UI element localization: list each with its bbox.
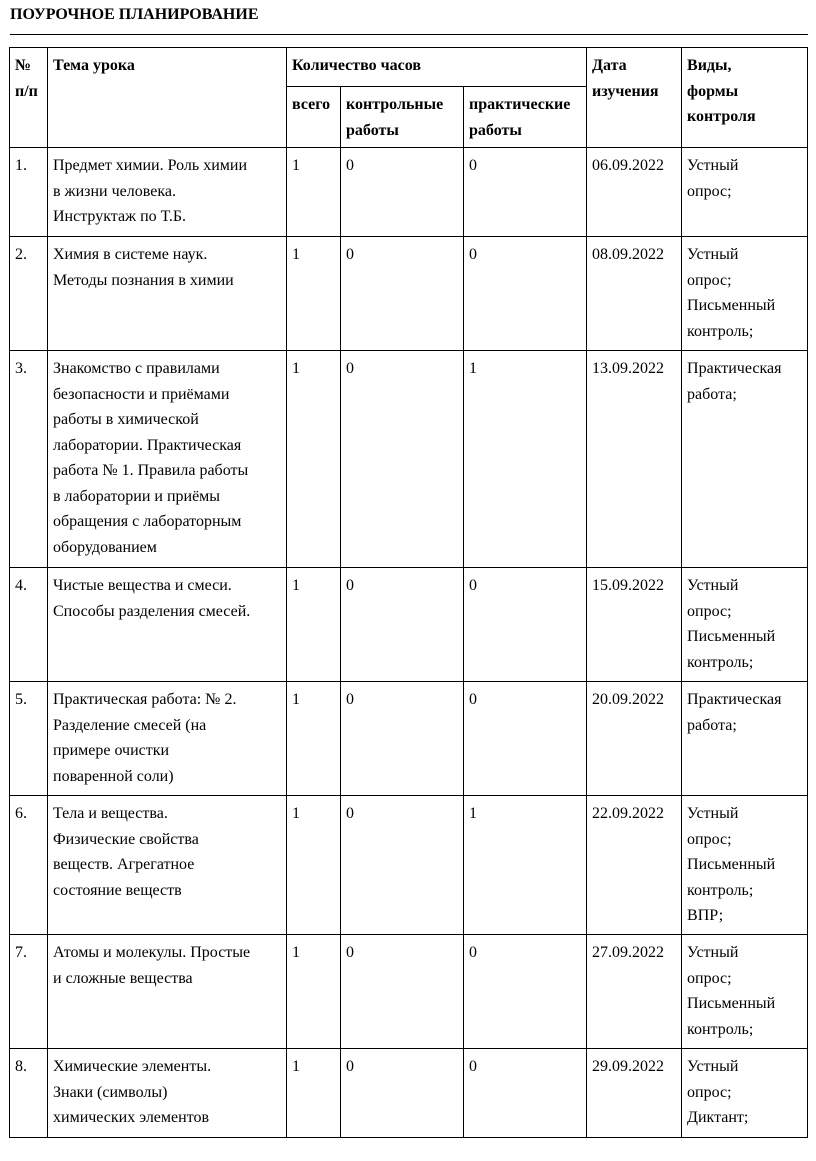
control-works: 0 (346, 577, 354, 594)
header-date-line: изучения (592, 82, 659, 100)
total-hours: 1 (292, 360, 300, 377)
row-number-cell (10, 148, 48, 237)
topic-cell (48, 568, 287, 682)
row-number: 2. (15, 246, 27, 263)
control-form-line: Практическая (687, 691, 782, 708)
header-hours (287, 48, 587, 87)
topic-line: лаборатории. Практическая (53, 436, 242, 454)
header-date (587, 48, 682, 148)
control-works: 0 (346, 1058, 354, 1075)
topic-line: работа № 1. Правила работы (53, 462, 249, 479)
practical-works-cell (464, 1049, 587, 1138)
topic-line: Практическая работа: № 2. (53, 691, 237, 708)
total-hours: 1 (292, 1058, 300, 1075)
study-date: 06.09.2022 (592, 157, 665, 174)
topic-line: Знакомство с правилами (53, 360, 220, 377)
row-number-cell (10, 682, 48, 796)
topic-line: Тела и вещества. (53, 805, 168, 822)
row-number-cell (10, 1049, 48, 1138)
practical-works-cell (464, 796, 587, 935)
total-hours-cell (287, 935, 341, 1049)
control-form-line: контроль; (687, 1020, 754, 1038)
control-works-cell (341, 148, 464, 237)
practical-works: 0 (469, 691, 477, 708)
control-works-cell (341, 351, 464, 568)
study-date: 13.09.2022 (592, 360, 665, 377)
practical-works: 0 (469, 944, 477, 961)
practical-works: 0 (469, 1058, 477, 1075)
control-works: 0 (346, 157, 354, 174)
control-forms-cell (682, 148, 808, 237)
header-practical (464, 87, 587, 148)
control-works: 0 (346, 944, 354, 961)
topic-cell (48, 351, 287, 568)
practical-works-cell (464, 351, 587, 568)
total-hours-cell (287, 682, 341, 796)
date-cell (587, 148, 682, 237)
practical-works: 1 (469, 805, 477, 822)
table-header-row (10, 48, 808, 87)
control-works-cell (341, 796, 464, 935)
topic-cell (48, 1049, 287, 1138)
table-row (10, 796, 808, 935)
control-form-line: контроль; (687, 881, 754, 899)
topic-line: поваренной соли) (53, 767, 174, 785)
topic-line: и сложные вещества (53, 969, 193, 987)
header-num (10, 48, 48, 148)
topic-line: в жизни человека. (53, 182, 176, 200)
control-form-line: Устный (687, 805, 739, 822)
topic-line: Предмет химии. Роль химии (53, 157, 247, 174)
total-hours: 1 (292, 157, 300, 174)
lesson-plan-table (9, 47, 808, 1138)
topic-cell (48, 796, 287, 935)
practical-works: 0 (469, 577, 477, 594)
header-num-line: п/п (15, 82, 38, 100)
control-works: 0 (346, 246, 354, 263)
date-cell (587, 1049, 682, 1138)
topic-line: Инструктаж по Т.Б. (53, 208, 187, 225)
header-topic (48, 48, 287, 148)
title-divider (10, 34, 808, 35)
table-row (10, 1049, 808, 1138)
topic-line: Методы познания в химии (53, 271, 234, 289)
header-forms-line: формы (687, 82, 739, 100)
total-hours-cell (287, 351, 341, 568)
study-date: 22.09.2022 (592, 805, 665, 822)
topic-line: в лаборатории и приёмы (53, 487, 221, 505)
topic-line: работы в химической (53, 411, 199, 428)
study-date: 29.09.2022 (592, 1058, 665, 1075)
study-date: 15.09.2022 (592, 577, 665, 594)
header-num-line: № (15, 57, 32, 74)
header-total-label: всего (292, 96, 331, 113)
topic-line: обращения с лабораторным (53, 513, 242, 530)
control-forms-cell (682, 682, 808, 796)
date-cell (587, 568, 682, 682)
practical-works-cell (464, 568, 587, 682)
practical-works-cell (464, 148, 587, 237)
row-number: 3. (15, 360, 27, 377)
header-hours-label: Количество часов (292, 57, 421, 74)
header-control-line: контрольные (346, 96, 444, 113)
control-form-line: ВПР; (687, 907, 724, 924)
control-form-line: Устный (687, 577, 739, 594)
control-form-line: работа; (687, 716, 737, 734)
control-works-cell (341, 237, 464, 351)
topic-line: состояние веществ (53, 881, 182, 899)
control-form-line: Устный (687, 246, 739, 263)
row-number-cell (10, 568, 48, 682)
control-form-line: Письменный (687, 856, 776, 873)
control-form-line: Практическая (687, 360, 782, 377)
topic-line: химических элементов (53, 1109, 210, 1126)
practical-works: 0 (469, 157, 477, 174)
topic-line: Разделение смесей (на (53, 716, 207, 734)
practical-works-cell (464, 237, 587, 351)
date-cell (587, 237, 682, 351)
total-hours-cell (287, 568, 341, 682)
control-forms-cell (682, 237, 808, 351)
total-hours: 1 (292, 577, 300, 594)
control-works: 0 (346, 360, 354, 377)
control-works: 0 (346, 691, 354, 708)
control-form-line: Письменный (687, 297, 776, 314)
control-works-cell (341, 682, 464, 796)
control-form-line: работа; (687, 385, 737, 403)
control-works-cell (341, 1049, 464, 1138)
study-date: 20.09.2022 (592, 691, 665, 708)
topic-line: оборудованием (53, 538, 157, 556)
practical-works-cell (464, 935, 587, 1049)
row-number-cell (10, 237, 48, 351)
control-form-line: Письменный (687, 995, 776, 1012)
header-topic-label: Тема урока (53, 57, 135, 74)
control-works-cell (341, 568, 464, 682)
topic-line: примере очистки (53, 742, 170, 759)
total-hours: 1 (292, 246, 300, 263)
practical-works: 1 (469, 360, 477, 377)
total-hours-cell (287, 1049, 341, 1138)
control-works-cell (341, 935, 464, 1049)
topic-line: безопасности и приёмами (53, 385, 230, 403)
table-body (10, 148, 808, 1138)
control-form-line: опрос; (687, 1083, 732, 1101)
control-form-line: Диктант; (687, 1109, 749, 1126)
table-row (10, 351, 808, 568)
row-number-cell (10, 351, 48, 568)
control-forms-cell (682, 935, 808, 1049)
practical-works-cell (464, 682, 587, 796)
header-forms-line: контроля (687, 108, 756, 125)
control-form-line: опрос; (687, 182, 732, 200)
topic-cell (48, 148, 287, 237)
topic-cell (48, 935, 287, 1049)
row-number: 7. (15, 944, 27, 961)
topic-line: Химические элементы. (53, 1058, 212, 1075)
row-number: 1. (15, 157, 27, 174)
table-row (10, 682, 808, 796)
date-cell (587, 351, 682, 568)
topic-line: веществ. Агрегатное (53, 856, 195, 873)
table-row (10, 237, 808, 351)
control-form-line: Устный (687, 1058, 739, 1075)
control-form-line: опрос; (687, 271, 732, 289)
header-control-line: работы (346, 121, 399, 139)
header-total (287, 87, 341, 148)
header-practical-line: практические (469, 96, 571, 113)
row-number: 6. (15, 805, 27, 822)
control-form-line: Устный (687, 157, 739, 174)
header-forms (682, 48, 808, 148)
study-date: 27.09.2022 (592, 944, 665, 961)
row-number: 8. (15, 1058, 27, 1075)
topic-line: Способы разделения смесей. (53, 602, 251, 620)
total-hours: 1 (292, 944, 300, 961)
total-hours-cell (287, 796, 341, 935)
control-forms-cell (682, 568, 808, 682)
topic-cell (48, 682, 287, 796)
study-date: 08.09.2022 (592, 246, 665, 263)
total-hours-cell (287, 237, 341, 351)
control-forms-cell (682, 351, 808, 568)
topic-line: Физические свойства (53, 830, 199, 848)
control-form-line: опрос; (687, 602, 732, 620)
header-control (341, 87, 464, 148)
header-date-line: Дата (592, 57, 627, 74)
control-forms-cell (682, 1049, 808, 1138)
row-number-cell (10, 796, 48, 935)
row-number: 4. (15, 577, 27, 594)
header-forms-line: Виды, (687, 57, 732, 74)
control-form-line: контроль; (687, 322, 754, 340)
row-number: 5. (15, 691, 27, 708)
practical-works: 0 (469, 246, 477, 263)
date-cell (587, 796, 682, 935)
control-form-line: контроль; (687, 653, 754, 671)
topic-line: Химия в системе наук. (53, 246, 208, 263)
topic-cell (48, 237, 287, 351)
control-form-line: Письменный (687, 628, 776, 645)
table-row (10, 568, 808, 682)
control-forms-cell (682, 796, 808, 935)
control-form-line: опрос; (687, 969, 732, 987)
header-practical-line: работы (469, 121, 522, 139)
table-row (10, 148, 808, 237)
topic-line: Чистые вещества и смеси. (53, 577, 232, 594)
total-hours-cell (287, 148, 341, 237)
date-cell (587, 935, 682, 1049)
topic-line: Атомы и молекулы. Простые (53, 944, 251, 961)
row-number-cell (10, 935, 48, 1049)
total-hours: 1 (292, 691, 300, 708)
control-form-line: опрос; (687, 830, 732, 848)
date-cell (587, 682, 682, 796)
table-row (10, 935, 808, 1049)
control-form-line: Устный (687, 944, 739, 961)
topic-line: Знаки (символы) (53, 1083, 168, 1101)
control-works: 0 (346, 805, 354, 822)
total-hours: 1 (292, 805, 300, 822)
page-title: ПОУРОЧНОЕ ПЛАНИРОВАНИЕ (10, 6, 259, 23)
